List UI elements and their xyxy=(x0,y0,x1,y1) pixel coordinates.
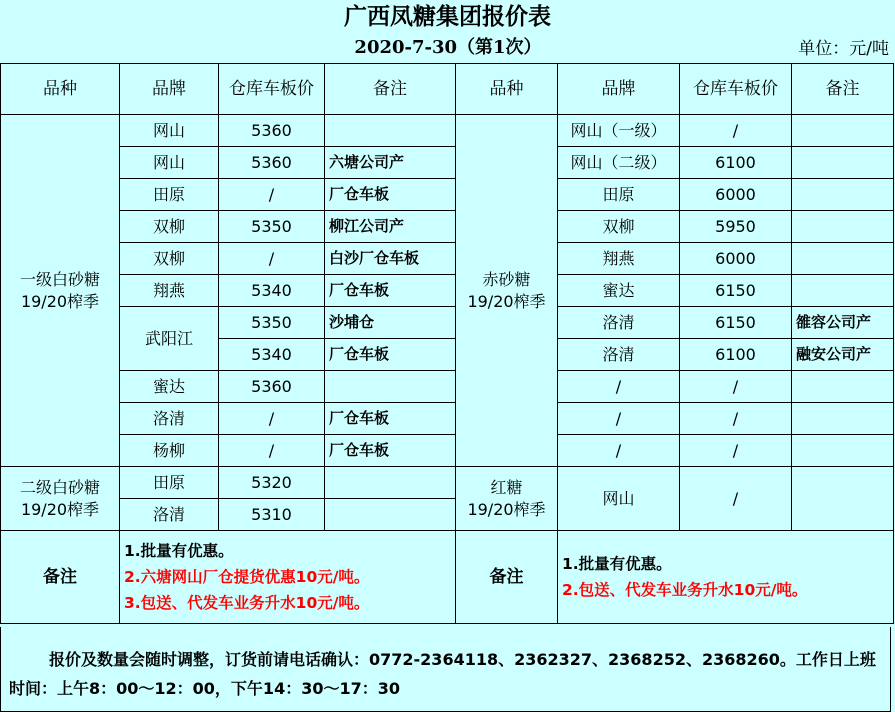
note-line: 1.批量有优惠。 xyxy=(562,555,672,573)
brand-cell: 翔燕 xyxy=(558,243,680,275)
price-cell: 5950 xyxy=(680,211,792,243)
price-cell: / xyxy=(219,435,325,467)
header-brand: 品牌 xyxy=(120,64,219,115)
remark-cell xyxy=(792,243,894,275)
notes-text-right xyxy=(558,531,894,624)
table-row xyxy=(1,403,894,435)
price-cell: 5350 xyxy=(219,211,325,243)
brand-cell: 网山（二级） xyxy=(558,147,680,179)
header-remark: 备注 xyxy=(325,64,456,115)
remark-cell: 厂仓车板 xyxy=(325,435,456,467)
header-remark: 备注 xyxy=(792,64,894,115)
table-header-row xyxy=(1,64,894,115)
brand-cell: 双柳 xyxy=(120,211,219,243)
note-line: 2.包送、代发车业务升水10元/吨。 xyxy=(562,581,808,599)
header-variety: 品种 xyxy=(456,64,558,115)
brand-cell: 杨柳 xyxy=(120,435,219,467)
price-cell: 6150 xyxy=(680,307,792,339)
remark-cell xyxy=(792,467,894,531)
price-cell: 6100 xyxy=(680,339,792,371)
price-cell: 5360 xyxy=(219,371,325,403)
variety-name: 二级白砂糖 xyxy=(19,477,100,497)
footer xyxy=(0,627,891,712)
price-cell: 5340 xyxy=(219,339,325,371)
variety-cell xyxy=(456,467,558,531)
brand-cell: 双柳 xyxy=(120,243,219,275)
brand-cell: 田原 xyxy=(120,179,219,211)
variety-name: 红糖 xyxy=(490,477,523,497)
variety-cell xyxy=(1,467,120,531)
note-line: 1.批量有优惠。 xyxy=(124,542,234,560)
variety-season: 19/20榨季 xyxy=(467,291,546,311)
variety-cell xyxy=(1,115,120,467)
remark-cell: 沙埔仓 xyxy=(325,307,456,339)
remark-cell: 六塘公司产 xyxy=(325,147,456,179)
price-cell: 6100 xyxy=(680,147,792,179)
remark-cell: 柳江公司产 xyxy=(325,211,456,243)
brand-cell: 田原 xyxy=(558,179,680,211)
header-variety: 品种 xyxy=(1,64,120,115)
brand-cell: / xyxy=(558,403,680,435)
remark-cell xyxy=(792,115,894,147)
table-row xyxy=(1,211,894,243)
brand-cell: 武阳江 xyxy=(120,307,219,371)
remark-cell: 厂仓车板 xyxy=(325,179,456,211)
price-cell: 5360 xyxy=(219,115,325,147)
price-cell: 6000 xyxy=(680,243,792,275)
price-cell: / xyxy=(680,371,792,403)
remark-cell xyxy=(325,467,456,499)
remark-cell: 融安公司产 xyxy=(792,339,894,371)
brand-cell: 网山 xyxy=(120,115,219,147)
note-line: 3.包送、代发车业务升水10元/吨。 xyxy=(124,594,370,612)
price-cell: 6000 xyxy=(680,179,792,211)
table-row xyxy=(1,307,894,339)
brand-cell: 洛清 xyxy=(120,499,219,531)
brand-cell: 洛清 xyxy=(558,339,680,371)
page-title: 广西凤糖集团报价表 xyxy=(344,3,551,30)
notes-row xyxy=(1,531,894,624)
brand-cell: 网山 xyxy=(558,467,680,531)
brand-cell: 蜜达 xyxy=(120,371,219,403)
table-row xyxy=(1,275,894,307)
header-price: 仓库车板价 xyxy=(219,64,325,115)
price-cell: 5340 xyxy=(219,275,325,307)
price-cell: 5360 xyxy=(219,147,325,179)
remark-cell xyxy=(792,275,894,307)
remark-cell: 厂仓车板 xyxy=(325,275,456,307)
brand-cell: 蜜达 xyxy=(558,275,680,307)
table-row xyxy=(1,147,894,179)
brand-cell: / xyxy=(558,435,680,467)
price-cell: / xyxy=(219,403,325,435)
notes-text-left xyxy=(120,531,456,624)
brand-cell: 网山（一级） xyxy=(558,115,680,147)
price-cell: / xyxy=(680,435,792,467)
price-cell: 6150 xyxy=(680,275,792,307)
brand-cell: 洛清 xyxy=(558,307,680,339)
brand-cell: 翔燕 xyxy=(120,275,219,307)
header-brand: 品牌 xyxy=(558,64,680,115)
remark-cell xyxy=(792,403,894,435)
price-cell: / xyxy=(680,403,792,435)
table-row xyxy=(1,243,894,275)
variety-season: 19/20榨季 xyxy=(20,291,100,311)
brand-cell: 田原 xyxy=(120,467,219,499)
remark-cell xyxy=(792,435,894,467)
table-row xyxy=(1,435,894,467)
note-line: 2.六塘网山厂仓提货优惠10元/吨。 xyxy=(124,568,370,586)
table-row xyxy=(1,371,894,403)
price-cell: / xyxy=(219,243,325,275)
price-cell: 5350 xyxy=(219,307,325,339)
table-row xyxy=(1,115,894,147)
brand-cell: 网山 xyxy=(120,147,219,179)
variety-season: 19/20榨季 xyxy=(467,499,546,519)
remark-cell: 厂仓车板 xyxy=(325,339,456,371)
price-table xyxy=(0,63,894,624)
remark-cell xyxy=(792,211,894,243)
price-cell: / xyxy=(680,115,792,147)
remark-cell: 白沙厂仓车板 xyxy=(325,243,456,275)
table-row xyxy=(1,179,894,211)
remark-cell xyxy=(325,371,456,403)
price-cell: 5320 xyxy=(219,467,325,499)
variety-name: 一级白砂糖 xyxy=(19,269,100,289)
brand-cell: / xyxy=(558,371,680,403)
footer-text: 报价及数量会随时调整，订货前请电话确认：0772-2364118、2362327、2368252、2368260。工作日上班时间：上午8：00～12：00，下午14：30～17：30 xyxy=(9,650,876,698)
price-cell: / xyxy=(680,467,792,531)
unit-label: 单位：元/吨 xyxy=(798,39,889,59)
variety-name: 赤砂糖 xyxy=(482,269,531,289)
notes-label: 备注 xyxy=(456,531,558,624)
variety-cell xyxy=(456,115,558,467)
remark-cell xyxy=(792,147,894,179)
price-cell: / xyxy=(219,179,325,211)
variety-season: 19/20榨季 xyxy=(20,499,100,519)
remark-cell xyxy=(792,179,894,211)
brand-cell: 洛清 xyxy=(120,403,219,435)
table-row xyxy=(1,467,894,499)
header-price: 仓库车板价 xyxy=(680,64,792,115)
remark-cell xyxy=(325,499,456,531)
remark-cell xyxy=(792,371,894,403)
brand-cell: 双柳 xyxy=(558,211,680,243)
remark-cell: 厂仓车板 xyxy=(325,403,456,435)
notes-label: 备注 xyxy=(1,531,120,624)
price-cell: 5310 xyxy=(219,499,325,531)
remark-cell xyxy=(325,115,456,147)
quote-date: 2020-7-30（第1次） xyxy=(354,37,542,58)
remark-cell: 雒容公司产 xyxy=(792,307,894,339)
